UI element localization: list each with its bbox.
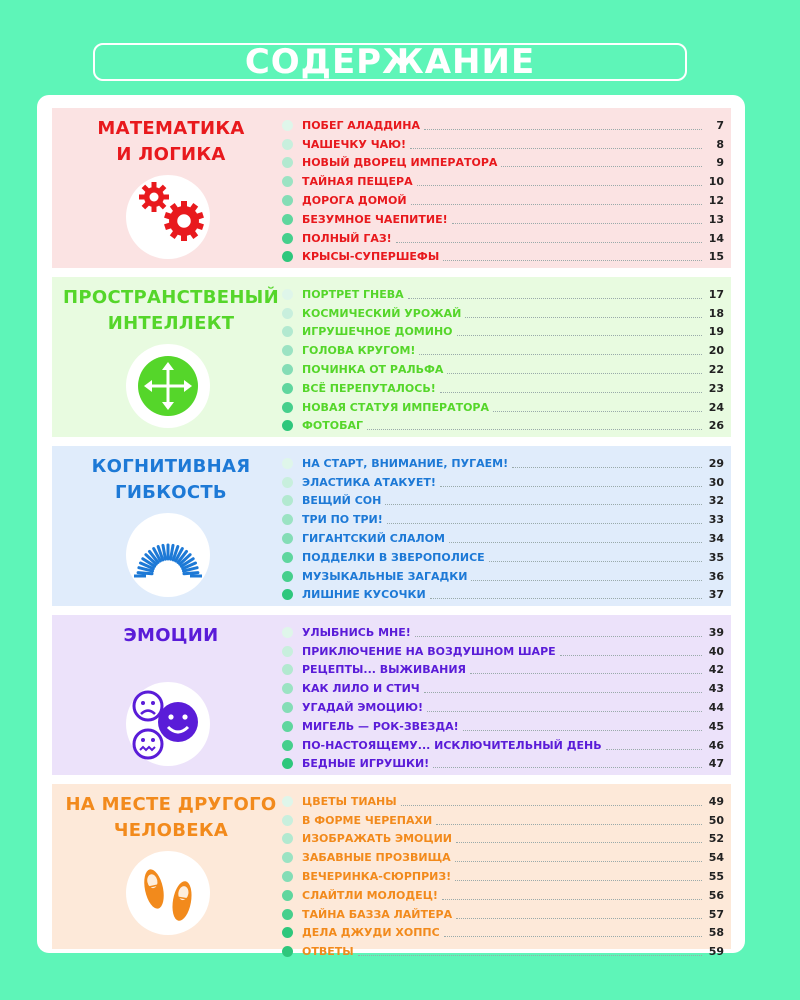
bullet-dot-icon <box>282 139 293 150</box>
dot-leader <box>440 478 702 487</box>
page-number: 24 <box>708 400 724 414</box>
page-number: 34 <box>708 532 724 546</box>
bullet-dot-icon <box>282 909 293 920</box>
entry-title: УГАДАЙ ЭМОЦИЮ! <box>302 701 424 715</box>
page-number: 55 <box>708 870 724 884</box>
dot-leader <box>456 834 702 843</box>
bullet-dot-icon <box>282 533 293 544</box>
dot-leader <box>385 496 702 505</box>
dot-leader <box>463 722 702 731</box>
bullet-dot-icon <box>282 326 293 337</box>
bullet-dot-icon <box>282 758 293 769</box>
entry-title: КРЫСЫ-СУПЕРШЕФЫ <box>302 250 440 264</box>
dot-leader <box>493 403 702 412</box>
emotion-faces-icon <box>126 682 210 766</box>
entry-title: НА СТАРТ, ВНИМАНИЕ, ПУГАЕМ! <box>302 456 509 470</box>
page-number: 22 <box>708 363 724 377</box>
dot-leader <box>442 891 702 900</box>
section-5 <box>52 784 731 959</box>
page-number: 35 <box>708 550 724 564</box>
entry-title: КОСМИЧЕСКИЙ УРОЖАЙ <box>302 306 462 320</box>
bullet-dot-icon <box>282 420 293 431</box>
entry-title: ГИГАНТСКИЙ СЛАЛОМ <box>302 532 445 546</box>
toc-list <box>282 792 724 961</box>
bullet-dot-icon <box>282 308 293 319</box>
toc-list <box>282 116 724 266</box>
dot-leader <box>430 590 702 599</box>
bullet-dot-icon <box>282 721 293 732</box>
toc-entry[interactable] <box>282 792 724 811</box>
page-title-frame <box>93 43 687 81</box>
bullet-dot-icon <box>282 646 293 657</box>
page-number: 32 <box>708 494 724 508</box>
toc-entry[interactable] <box>282 135 724 154</box>
bullet-dot-icon <box>282 477 293 488</box>
bullet-dot-icon <box>282 364 293 375</box>
entry-title: ЭЛАСТИКА АТАКУЕТ! <box>302 475 436 489</box>
bullet-dot-icon <box>282 214 293 225</box>
page-number: 44 <box>708 701 724 715</box>
toc-entry[interactable] <box>282 323 724 342</box>
dot-leader <box>417 177 702 186</box>
page-number: 19 <box>708 325 724 339</box>
page-number: 18 <box>708 306 724 320</box>
dot-leader <box>433 759 702 768</box>
dot-leader <box>606 741 702 750</box>
dot-leader <box>560 647 702 656</box>
toc-entry[interactable] <box>282 116 724 135</box>
toc-entry[interactable] <box>282 924 724 943</box>
toc-entry[interactable] <box>282 698 724 717</box>
entry-title: ТАЙНА БАЗЗА ЛАЙТЕРА <box>302 907 453 921</box>
entry-title: ЧАШЕЧКУ ЧАЮ! <box>302 137 407 151</box>
section-title <box>52 454 290 506</box>
entry-title: УЛЫБНИСЬ МНЕ! <box>302 625 411 639</box>
toc-entry[interactable] <box>282 736 724 755</box>
toc-entry[interactable] <box>282 755 724 774</box>
toc-entry[interactable] <box>282 154 724 173</box>
entry-title: ПОЧИНКА ОТ РАЛЬФА <box>302 363 444 377</box>
page-number: 43 <box>708 682 724 696</box>
dot-leader <box>440 384 702 393</box>
dot-leader <box>387 515 702 524</box>
page-number: 29 <box>708 456 724 470</box>
section-title-line: ПРОСТРАНСТВЕНЫЙ <box>62 287 280 308</box>
toc-entry[interactable] <box>282 848 724 867</box>
toc-entry[interactable] <box>282 248 724 267</box>
page-title: СОДЕРЖАНИЕ <box>244 42 536 82</box>
toc-list <box>282 454 724 604</box>
page-number: 56 <box>708 888 724 902</box>
toc-entry[interactable] <box>282 679 724 698</box>
page-number: 20 <box>708 344 724 358</box>
dot-leader <box>443 252 702 261</box>
toc-entry[interactable] <box>282 886 724 905</box>
entry-title: ИГРУШЕЧНОЕ ДОМИНО <box>302 325 453 339</box>
page-number: 33 <box>708 513 724 527</box>
bullet-dot-icon <box>282 627 293 638</box>
toc-entry[interactable] <box>282 229 724 248</box>
dot-leader <box>436 816 702 825</box>
bullet-dot-icon <box>282 833 293 844</box>
dot-leader <box>427 703 702 712</box>
page-number: 9 <box>716 156 724 170</box>
page-number: 13 <box>708 212 724 226</box>
toc-entry[interactable] <box>282 642 724 661</box>
entry-title: ЦВЕТЫ ТИАНЫ <box>302 794 397 808</box>
entry-title: ОТВЕТЫ <box>302 945 354 959</box>
bullet-dot-icon <box>282 552 293 563</box>
entry-title: ВСЁ ПЕРЕПУТАЛОСЬ! <box>302 381 436 395</box>
page-number: 12 <box>708 194 724 208</box>
section-title-line: И ЛОГИКА <box>116 144 226 165</box>
toc-entry[interactable] <box>282 492 724 511</box>
toc-entry[interactable] <box>282 567 724 586</box>
entry-title: ПОЛНЫЙ ГАЗ! <box>302 231 392 245</box>
toc-entry[interactable] <box>282 623 724 642</box>
dot-leader <box>457 327 702 336</box>
dot-leader <box>444 928 702 937</box>
bullet-dot-icon <box>282 683 293 694</box>
page-number: 52 <box>708 832 724 846</box>
entry-title: ТАЙНАЯ ПЕЩЕРА <box>302 175 413 189</box>
entry-title: ГОЛОВА КРУГОМ! <box>302 344 416 358</box>
bullet-dot-icon <box>282 289 293 300</box>
dot-leader <box>489 553 702 562</box>
dot-leader <box>358 947 702 956</box>
entry-title: ТРИ ПО ТРИ! <box>302 513 383 527</box>
bullet-dot-icon <box>282 871 293 882</box>
bullet-dot-icon <box>282 571 293 582</box>
toc-list <box>282 623 724 773</box>
entry-title: НОВАЯ СТАТУЯ ИМПЕРАТОРА <box>302 400 490 414</box>
toc-entry[interactable] <box>282 191 724 210</box>
page-number: 15 <box>708 250 724 264</box>
section-3 <box>52 446 731 606</box>
dot-leader <box>456 910 702 919</box>
spring-icon <box>126 513 210 597</box>
toc-entry[interactable] <box>282 661 724 680</box>
bullet-dot-icon <box>282 402 293 413</box>
page-number: 59 <box>708 945 724 959</box>
bullet-dot-icon <box>282 345 293 356</box>
dot-leader <box>419 346 702 355</box>
entry-title: ИЗОБРАЖАТЬ ЭМОЦИИ <box>302 832 453 846</box>
toc-entry[interactable] <box>282 379 724 398</box>
shoes-icon <box>126 851 210 935</box>
toc-entry[interactable] <box>282 830 724 849</box>
page-number: 17 <box>708 287 724 301</box>
toc-entry[interactable] <box>282 867 724 886</box>
toc-entry[interactable] <box>282 360 724 379</box>
toc-entry[interactable] <box>282 454 724 473</box>
dot-leader <box>449 534 702 543</box>
dot-leader <box>424 684 702 693</box>
dot-leader <box>408 290 702 299</box>
bullet-dot-icon <box>282 233 293 244</box>
page-number: 30 <box>708 475 724 489</box>
dot-leader <box>401 797 702 806</box>
page-number: 40 <box>708 644 724 658</box>
bullet-dot-icon <box>282 852 293 863</box>
entry-title: МИГЕЛЬ — РОК-ЗВЕЗДА! <box>302 719 459 733</box>
section-title <box>52 116 290 168</box>
toc-entry[interactable] <box>282 510 724 529</box>
toc-entry[interactable] <box>282 717 724 736</box>
dot-leader <box>512 459 702 468</box>
section-title-line: КОГНИТИВНАЯ <box>91 456 251 477</box>
dot-leader <box>470 665 702 674</box>
section-title-line: ГИБКОСТЬ <box>115 482 227 503</box>
bullet-dot-icon <box>282 157 293 168</box>
dot-leader <box>411 196 702 205</box>
page-number: 8 <box>716 137 724 151</box>
section-title-line: МАТЕМАТИКА <box>97 118 245 139</box>
section-title-line: НА МЕСТЕ ДРУГОГО <box>65 794 277 815</box>
toc-entry[interactable] <box>282 398 724 417</box>
toc-list <box>282 285 724 435</box>
dot-leader <box>501 158 702 167</box>
dot-leader <box>471 572 702 581</box>
entry-title: СЛАЙТЛИ МОЛОДЕЦ! <box>302 888 438 902</box>
entry-title: ВЕЩИЙ СОН <box>302 494 382 508</box>
bullet-dot-icon <box>282 702 293 713</box>
section-1 <box>52 108 731 268</box>
section-title <box>52 623 290 649</box>
entry-title: ЛИШНИЕ КУСОЧКИ <box>302 588 426 602</box>
bullet-dot-icon <box>282 740 293 751</box>
page-number: 37 <box>708 588 724 602</box>
page-number: 42 <box>708 663 724 677</box>
page-number: 23 <box>708 381 724 395</box>
entry-title: БЕДНЫЕ ИГРУШКИ! <box>302 757 430 771</box>
bullet-dot-icon <box>282 120 293 131</box>
entry-title: МУЗЫКАЛЬНЫЕ ЗАГАДКИ <box>302 569 468 583</box>
page-number: 58 <box>708 926 724 940</box>
dot-leader <box>447 365 702 374</box>
page-number: 50 <box>708 813 724 827</box>
bullet-dot-icon <box>282 946 293 957</box>
bullet-dot-icon <box>282 195 293 206</box>
bullet-dot-icon <box>282 589 293 600</box>
bullet-dot-icon <box>282 664 293 675</box>
move-arrows-icon <box>126 344 210 428</box>
toc-entry[interactable] <box>282 905 724 924</box>
bullet-dot-icon <box>282 458 293 469</box>
bullet-dot-icon <box>282 383 293 394</box>
entry-title: БЕЗУМНОЕ ЧАЕПИТИЕ! <box>302 212 448 226</box>
entry-title: НОВЫЙ ДВОРЕЦ ИМПЕРАТОРА <box>302 156 498 170</box>
page-number: 10 <box>708 175 724 189</box>
entry-title: ПОРТРЕТ ГНЕВА <box>302 287 404 301</box>
dot-leader <box>452 215 702 224</box>
toc-entry[interactable] <box>282 586 724 605</box>
bullet-dot-icon <box>282 514 293 525</box>
page-number: 7 <box>716 118 724 132</box>
toc-entry[interactable] <box>282 548 724 567</box>
section-title <box>52 285 290 337</box>
bullet-dot-icon <box>282 815 293 826</box>
entry-title: ПРИКЛЮЧЕНИЕ НА ВОЗДУШНОМ ШАРЕ <box>302 644 556 658</box>
toc-entry[interactable] <box>282 529 724 548</box>
toc-entry[interactable] <box>282 811 724 830</box>
page-number: 49 <box>708 794 724 808</box>
bullet-dot-icon <box>282 495 293 506</box>
gears-icon <box>126 175 210 259</box>
page-number: 36 <box>708 569 724 583</box>
dot-leader <box>455 853 702 862</box>
page-number: 26 <box>708 419 724 433</box>
dot-leader <box>465 309 702 318</box>
dot-leader <box>415 628 702 637</box>
bullet-dot-icon <box>282 890 293 901</box>
page-number: 46 <box>708 738 724 752</box>
entry-title: КАК ЛИЛО И СТИЧ <box>302 682 420 696</box>
page-number: 57 <box>708 907 724 921</box>
toc-entry[interactable] <box>282 210 724 229</box>
page-number: 54 <box>708 851 724 865</box>
bullet-dot-icon <box>282 251 293 262</box>
toc-entry[interactable] <box>282 473 724 492</box>
section-title-line: ИНТЕЛЛЕКТ <box>107 313 235 334</box>
toc-entry[interactable] <box>282 172 724 191</box>
dot-leader <box>367 421 702 430</box>
page-number: 14 <box>708 231 724 245</box>
section-title <box>52 792 290 844</box>
dot-leader <box>396 234 702 243</box>
entry-title: ФОТОБАГ <box>302 419 364 433</box>
section-2 <box>52 277 731 437</box>
bullet-dot-icon <box>282 927 293 938</box>
dot-leader <box>424 121 702 130</box>
page-number: 45 <box>708 719 724 733</box>
section-4 <box>52 615 731 775</box>
dot-leader <box>455 872 702 881</box>
entry-title: В ФОРМЕ ЧЕРЕПАХИ <box>302 813 433 827</box>
toc-entry[interactable] <box>282 942 724 961</box>
toc-entry[interactable] <box>282 304 724 323</box>
entry-title: ЗАБАВНЫЕ ПРОЗВИЩА <box>302 851 451 865</box>
entry-title: ПОБЕГ АЛАДДИНА <box>302 118 420 132</box>
entry-title: РЕЦЕПТЫ... ВЫЖИВАНИЯ <box>302 663 467 677</box>
page-number: 39 <box>708 625 724 639</box>
entry-title: ПОДДЕЛКИ В ЗВЕРОПОЛИСЕ <box>302 550 485 564</box>
entry-title: ДОРОГА ДОМОЙ <box>302 194 407 208</box>
entry-title: ВЕЧЕРИНКА-СЮРПРИЗ! <box>302 870 452 884</box>
bullet-dot-icon <box>282 176 293 187</box>
entry-title: ДЕЛА ДЖУДИ ХОППС <box>302 926 440 940</box>
toc-entry[interactable] <box>282 341 724 360</box>
toc-entry[interactable] <box>282 417 724 436</box>
page-number: 47 <box>708 757 724 771</box>
bullet-dot-icon <box>282 796 293 807</box>
section-title-line: ЧЕЛОВЕКА <box>113 820 229 841</box>
toc-entry[interactable] <box>282 285 724 304</box>
dot-leader <box>410 140 702 149</box>
section-title-line: ЭМОЦИИ <box>123 625 219 646</box>
entry-title: ПО-НАСТОЯЩЕМУ... ИСКЛЮЧИТЕЛЬНЫЙ ДЕНЬ <box>302 738 602 752</box>
